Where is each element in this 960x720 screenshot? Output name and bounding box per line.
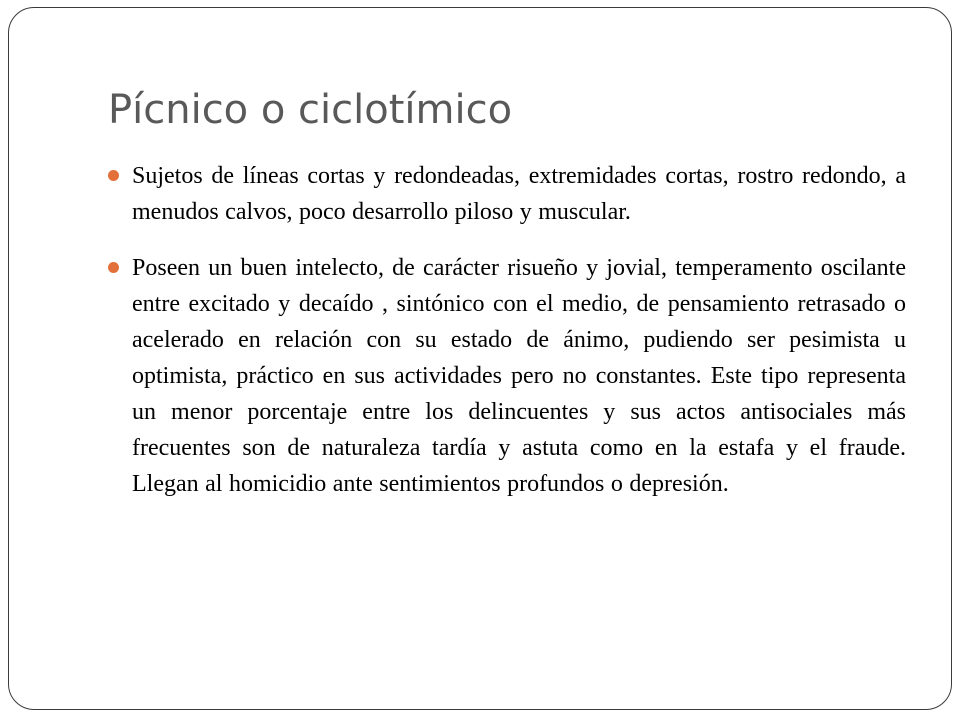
bullet-item (104, 250, 906, 502)
bullet-dot-icon (108, 262, 119, 273)
bullet-dot-icon (108, 170, 119, 181)
bullet-list (104, 158, 906, 522)
bullet-text: Sujetos de líneas cortas y redondeadas, extremidades cortas, rostro redondo, a menudos calvos, poco desarrollo piloso y muscular. (132, 163, 906, 225)
slide-title: Pícnico o ciclotímico (108, 87, 513, 133)
bullet-item (104, 158, 906, 230)
bullet-text: Poseen un buen intelecto, de carácter risueño y jovial, temperamento oscilante entre excitado y decaído , sintónico con el medio, de pensamiento retrasado o acelerado en relación con su estado de ánimo, pudiendo ser pesimista u optimista, práctico en sus actividades pero no constantes. Este tipo representa un menor porcentaje entre los delincuentes y sus actos antisociales más frecuentes son de naturaleza tardía y astuta como en la estafa y el fraude. Llegan al homicidio ante sentimientos profundos o depresión. (132, 255, 906, 497)
